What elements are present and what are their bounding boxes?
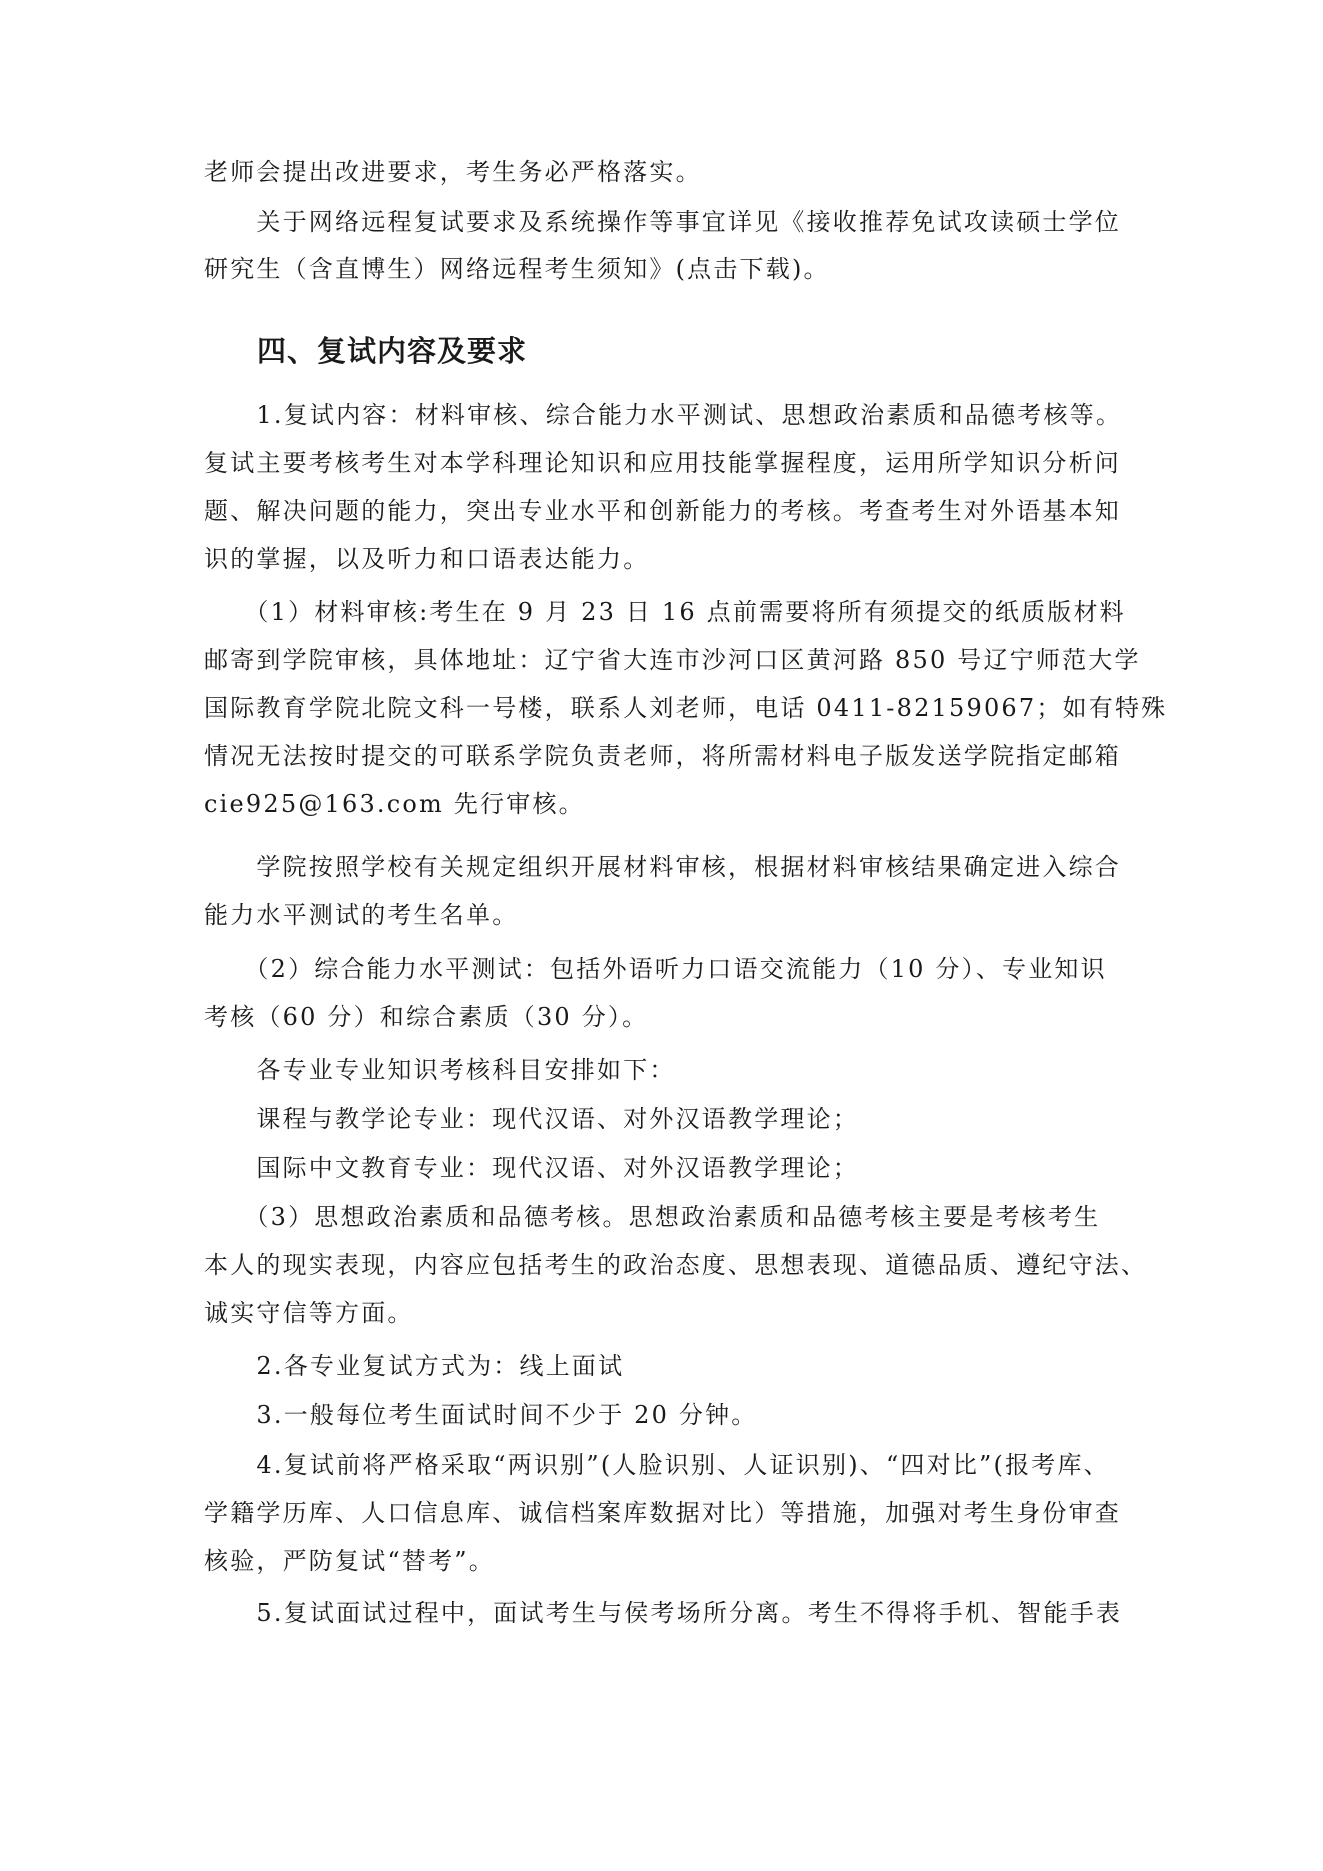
paragraph-4 <box>204 853 1121 929</box>
text-line: 能力水平测试的考生名单。 <box>204 901 519 929</box>
text-line: 各专业专业知识考核科目安排如下： <box>204 1056 676 1084</box>
text-line: 复试主要考核考生对本学科理论知识和应用技能掌握程度，运用所学知识分析问 <box>204 449 1121 477</box>
paragraph-9 <box>204 1203 1147 1327</box>
text-line: 国际中文教育专业：现代汉语、对外汉语教学理论； <box>204 1154 859 1182</box>
text-line: 邮寄到学院审核，具体地址：辽宁省大连市沙河口区黄河路 850 号辽宁师范大学 <box>204 646 1141 674</box>
paragraph-12 <box>204 1451 1121 1575</box>
text-line: 5.复试面试过程中，面试考生与侯考场所分离。考生不得将手机、智能手表 <box>204 1599 1123 1627</box>
paragraph-8 <box>204 1154 859 1182</box>
paragraph-13 <box>204 1599 1122 1627</box>
text-line: 3.一般每位考生面试时间不少于 20 分钟。 <box>204 1401 758 1429</box>
paragraph-7 <box>204 1105 859 1133</box>
text-line: （1）材料审核:考生在 9 月 23 日 16 点前需要将所有须提交的纸质版材料 <box>204 598 1126 626</box>
text-line: 识的掌握，以及听力和口语表达能力。 <box>204 545 650 573</box>
text-line: cie925@163.com 先行审核。 <box>204 790 585 818</box>
paragraph-3 <box>204 598 1167 818</box>
text-line: 考核（60 分）和综合素质（30 分）。 <box>204 1003 649 1031</box>
section-title: 四、复试内容及要求 <box>257 334 528 368</box>
text-line: 4.复试前将严格采取“两识别”(人脸识别、人证识别)、“四对比”(报考库、 <box>204 1451 1110 1479</box>
paragraph-5 <box>204 955 1107 1031</box>
text-line: 本人的现实表现，内容应包括考生的政治态度、思想表现、道德品质、遵纪守法、 <box>204 1251 1148 1279</box>
text-line: 学院按照学校有关规定组织开展材料审核，根据材料审核结果确定进入综合 <box>204 853 1121 881</box>
text-line: 老师会提出改进要求，考生务必严格落实。 <box>204 158 702 186</box>
text-line: 情况无法按时提交的可联系学院负责老师，将所需材料电子版发送学院指定邮箱 <box>204 742 1121 770</box>
paragraph-0 <box>204 158 702 186</box>
paragraph-11 <box>204 1401 758 1429</box>
text-line: （3）思想政治素质和品德考核。思想政治素质和品德考核主要是考核考生 <box>204 1203 1101 1231</box>
paragraph-2 <box>204 401 1122 573</box>
text-line: （2）综合能力水平测试：包括外语听力口语交流能力（10 分）、专业知识 <box>204 955 1107 983</box>
paragraph-10 <box>204 1352 624 1380</box>
text-line: 1.复试内容：材料审核、综合能力水平测试、思想政治素质和品德考核等。 <box>204 401 1123 429</box>
text-line: 题、解决问题的能力，突出专业水平和创新能力的考核。考查考生对外语基本知 <box>204 497 1121 525</box>
text-line: 关于网络远程复试要求及系统操作等事宜详见《接收推荐免试攻读硕士学位 <box>204 208 1121 236</box>
paragraph-1 <box>204 208 1121 283</box>
text-line: 诚实守信等方面。 <box>204 1299 414 1327</box>
text-line: 课程与教学论专业：现代汉语、对外汉语教学理论； <box>204 1105 859 1133</box>
text-line: 国际教育学院北院文科一号楼，联系人刘老师，电话 0411-82159067；如有特殊 <box>204 694 1168 722</box>
text-line: 学籍学历库、人口信息库、诚信档案库数据对比）等措施，加强对考生身份审查 <box>204 1499 1121 1527</box>
text-line: 研究生（含直博生）网络远程考生须知》(点击下载)。 <box>204 255 830 283</box>
section-heading <box>204 334 527 368</box>
text-line: 核验，严防复试“替考”。 <box>204 1547 495 1575</box>
paragraph-6 <box>204 1056 676 1084</box>
text-line: 2.各专业复试方式为：线上面试 <box>204 1352 625 1380</box>
